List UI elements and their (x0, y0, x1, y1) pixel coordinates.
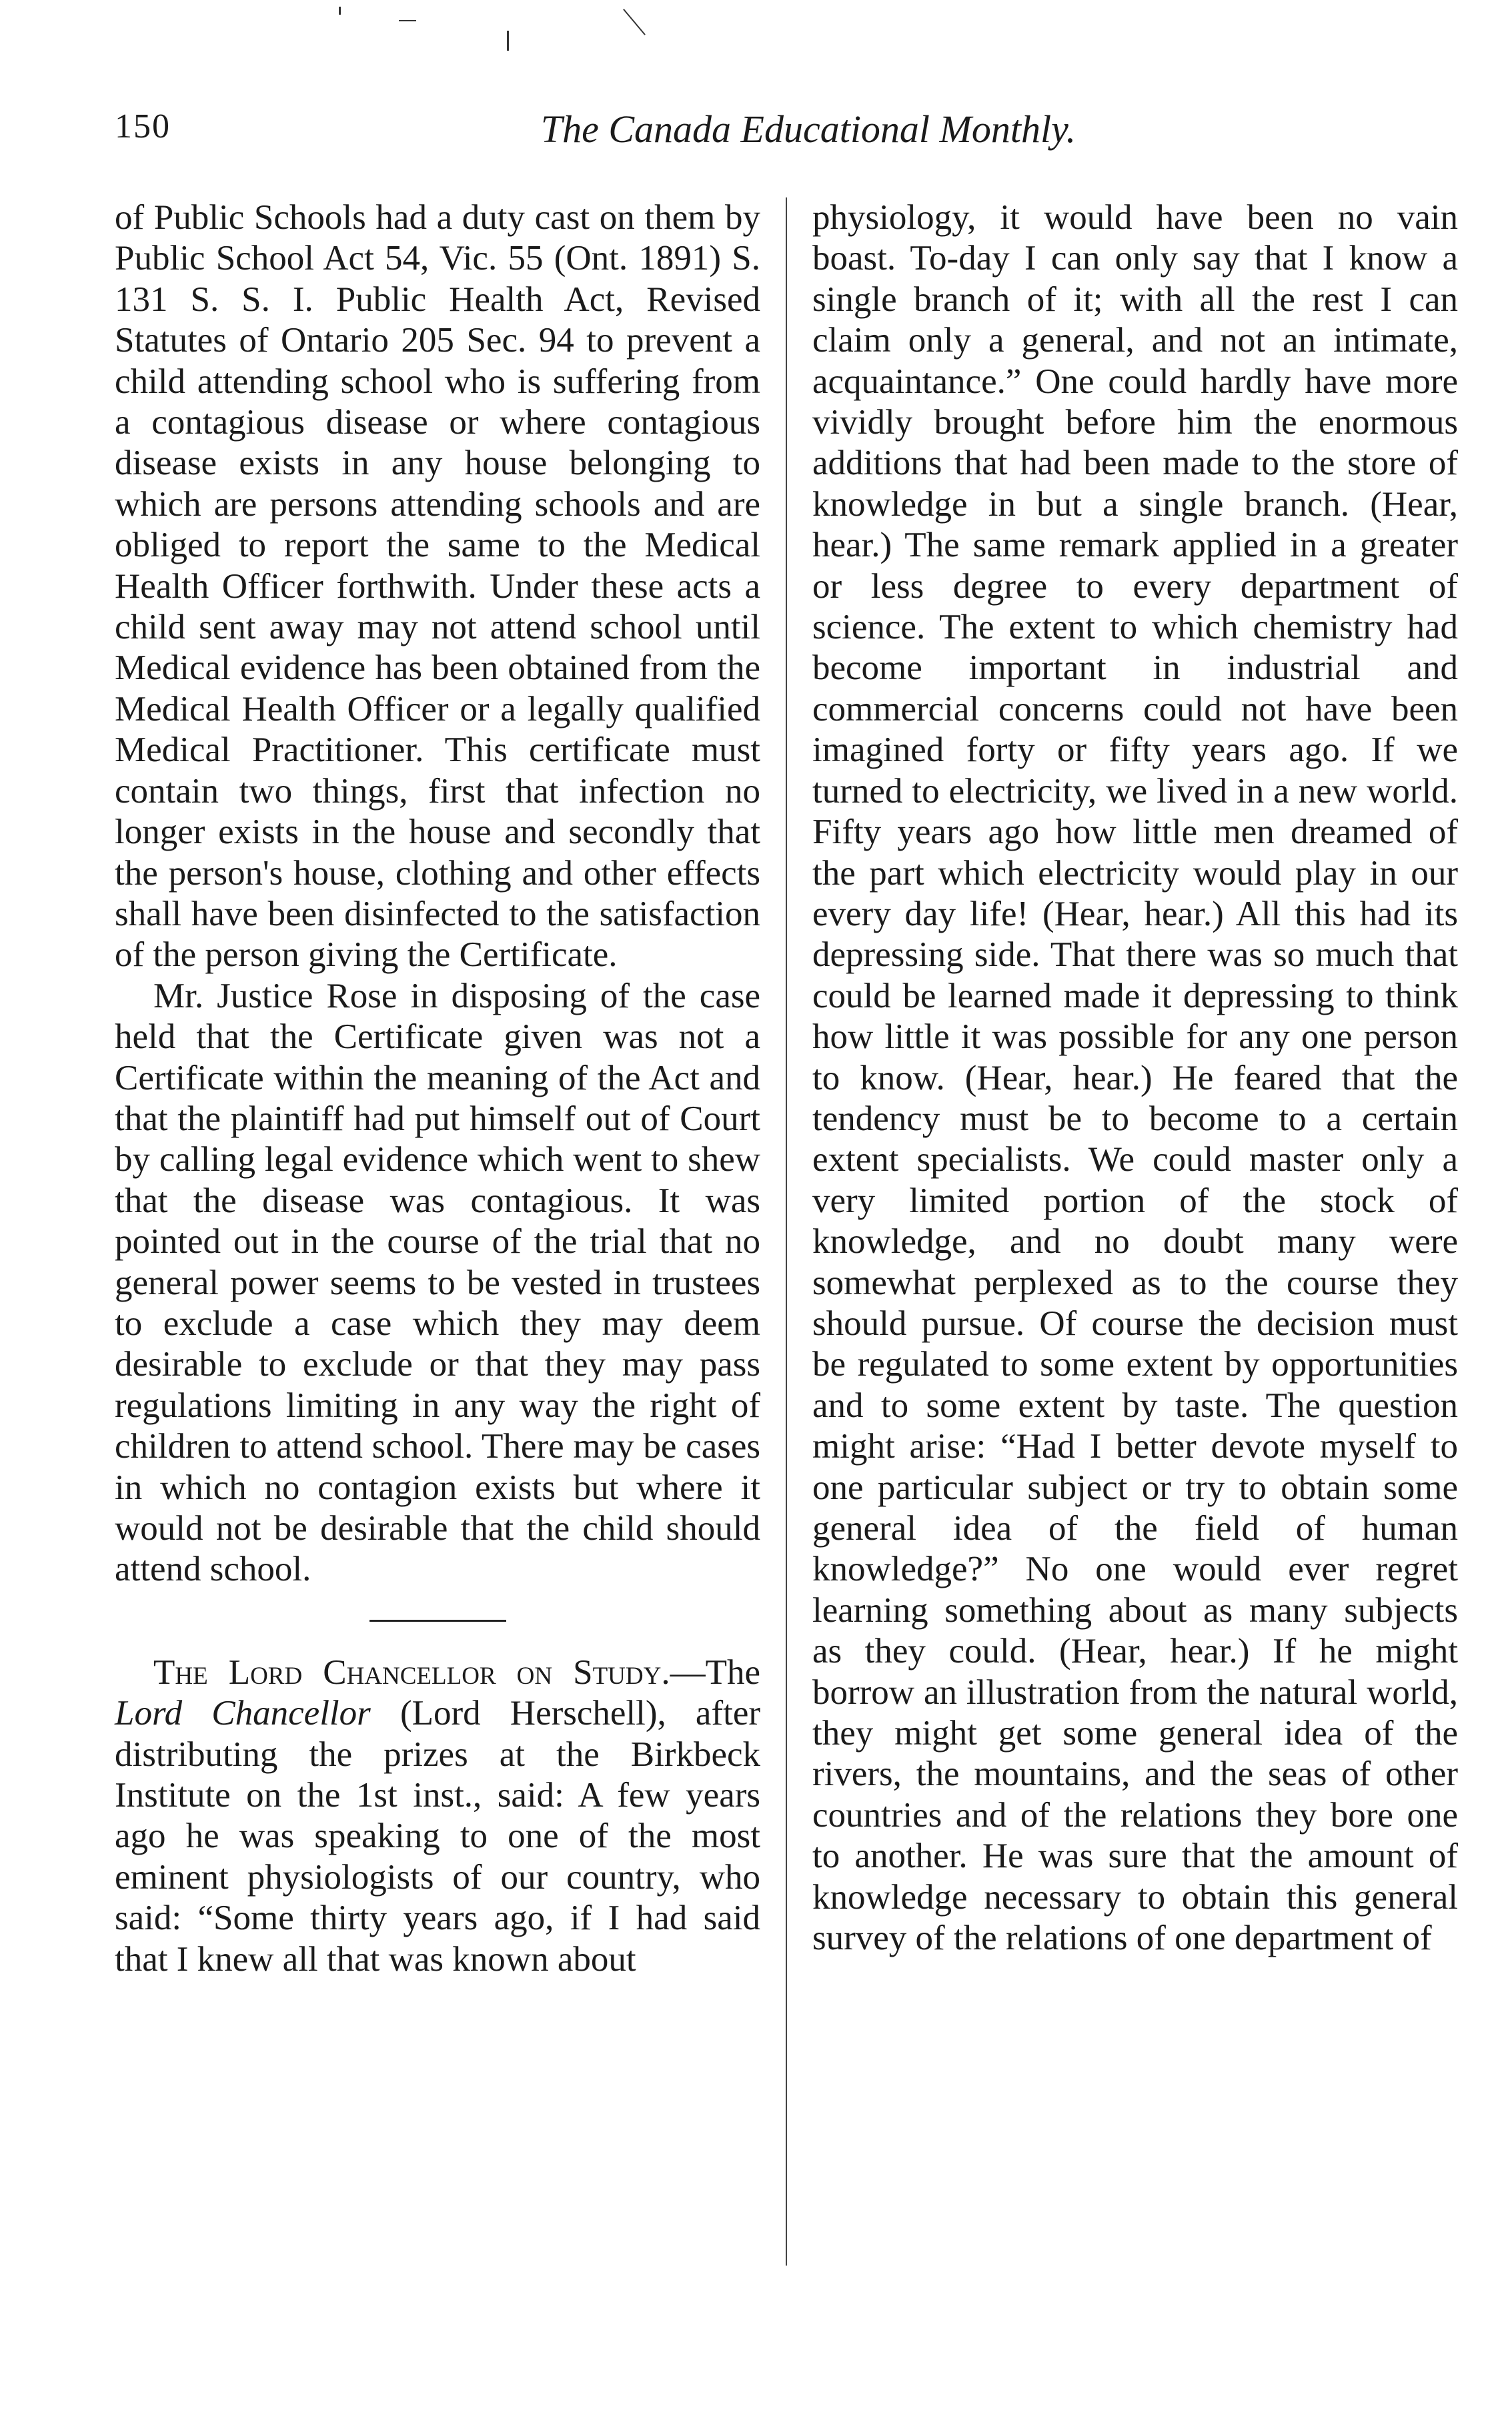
running-title: The Canada Educational Monthly. (540, 107, 1076, 151)
scan-mark (623, 9, 646, 35)
italic-title: Lord Chancellor (115, 1694, 371, 1733)
body-paragraph: Mr. Justice Rose in disposing of the case held that the Certificate given was not a Certificate within the meaning of the Act and that the plaintiff had put himself out of Court by calling legal evidence which went to shew that the disease was contagious. It was pointed out in the course of the trial that no general power seems to be vested in trustees to exclude a case which they may deem desirable to exclude or that they may pass regulations limiting in any way the right of children to attend school. There may be cases in which no contagion exists but where it would not be desirable that the child should attend school. (115, 976, 760, 1589)
heading-dash: —The (670, 1652, 760, 1692)
scan-mark (339, 7, 341, 15)
left-column (115, 197, 760, 1980)
page-number: 150 (115, 107, 171, 145)
page-header (115, 107, 1442, 167)
section-divider-rule (369, 1620, 506, 1622)
right-column (812, 197, 1458, 1959)
body-paragraph: physiology, it would have been no vain boast. To-day I can only say that I know a single branch of it; with all the rest I can claim only a general, and not an intimate, acquaintance.” One could hardly have more vividly brought before him the enormous additions that had been made to the store of knowledge in but a single branch. (Hear, hear.) The same remark applied in a greater or less degree to every department of science. The extent to which chemistry had become important in industrial and commercial concerns could not have been imagined forty or fifty years ago. If we turned to electricity, we lived in a new world. Fifty years ago how little men dreamed of the part which electricity would play in our every day life! (Hear, hear.) All this had its depressing side. That there was so much that could be learned made it depressing to think how little it was possible for any one person to know. (Hear, hear.) He feared that the tendency must be to become to a certain extent specialists. We could master only a very limited portion of the stock of knowledge, and no doubt many were somewhat perplexed as to the course they should pursue. Of course the decision must be regulated to some extent by opportunities and to some extent by taste. The question might arise: “Had I better devote myself to one particular subject or try to obtain some general idea of the field of human knowledge?” No one would ever regret learning something about as many subjects as they could. (Hear, hear.) If he might borrow an illustration from the natural world, they might get some general idea of the rivers, the mountains, and the seas of other countries and of the relations they bore one to another. He was sure that the amount of knowledge necessary to obtain this general survey of the relations of one department of (812, 198, 1458, 1958)
section-paragraph (115, 1652, 760, 1980)
body-paragraph: of Public Schools had a duty cast on them by Public School Act 54, Vic. 55 (Ont. 1891) S. 131 S. S. I. Public Health Act, Revised Statutes of Ontario 205 Sec. 94 to prevent a child attending school who is suffering from a contagious disease or where contagious disease exists in any house belonging to which are persons attending schools and are obliged to report the same to the Medical Health Officer forthwith. Under these acts a child sent away may not attend school until Medical evidence has been obtained from the Medical Health Officer or a legally qualified Medical Practitioner. This certificate must contain two things, first that infection no longer exists in the house and secondly that the person's house, clothing and other effects shall have been disinfected to the satisfaction of the person giving the Certificate. (115, 198, 760, 975)
column-divider (786, 197, 787, 2266)
scan-mark (399, 20, 416, 21)
paragraph-text: (Lord Herschell), after distributing the prizes at the Birkbeck Institute on the 1st inst., said: A few years ago he was speaking to one of the most eminent physiologists of our country, who said: “Some thirty years ago, if I had said that I knew all that was known about (115, 1694, 761, 1979)
scan-mark (507, 31, 509, 51)
section-heading: The Lord Chancellor on Study. (153, 1652, 670, 1692)
